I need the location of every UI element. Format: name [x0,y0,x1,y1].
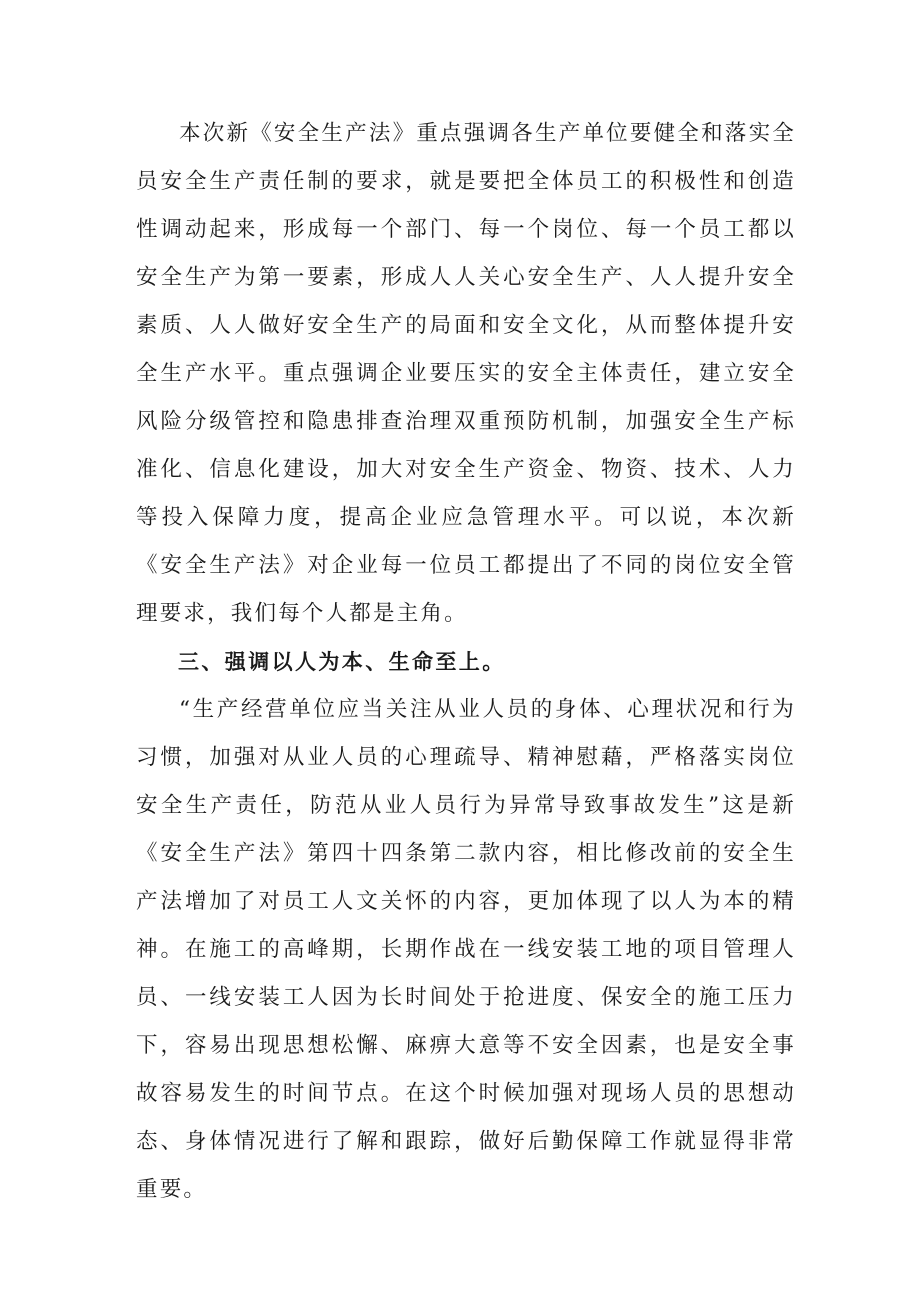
paragraph: 本次新《安全生产法》重点强调各生产单位要健全和落实全员安全生产责任制的要求，就是要把全体员工的积极性和创造性调动起来，形成每一个部门、每一个岗位、每一个员工都以安全生产为第一要素，形成人人关心安全生产、人人提升安全素质、人人做好安全生产的局面和安全文化，从而整体提升安全生产水平。重点强调企业要压实的安全主体责任，建立安全风险分级管控和隐患排查治理双重预防机制，加强安全生产标准化、信息化建设，加大对安全生产资金、物资、技术、人力等投入保障力度，提高企业应急管理水平。可以说，本次新《安全生产法》对企业每一位员工都提出了不同的岗位安全管理要求，我们每个人都是主角。 [136,121,796,626]
paragraph: “生产经营单位应当关注从业人员的身体、心理状况和行为习惯，加强对从业人员的心理疏导、精神慰藉，严格落实岗位安全生产责任，防范从业人员行为异常导致事故发生”这是新《安全生产法》第四十四条第二款内容，相比修改前的安全生产法增加了对员工人文关怀的内容，更加体现了以人为本的精神。在施工的高峰期，长期作战在一线安装工地的项目管理人员、一线安装工人因为长时间处于抢进度、保安全的施工压力下，容易出现思想松懈、麻痹大意等不安全因素，也是安全事故容易发生的时间节点。在这个时候加强对现场人员的思想动态、身体情况进行了解和跟踪，做好后勤保障工作就显得非常重要。 [136,697,796,1202]
section-heading: 三、强调以人为本、生命至上。 [178,650,506,674]
document-body [136,110,796,1214]
